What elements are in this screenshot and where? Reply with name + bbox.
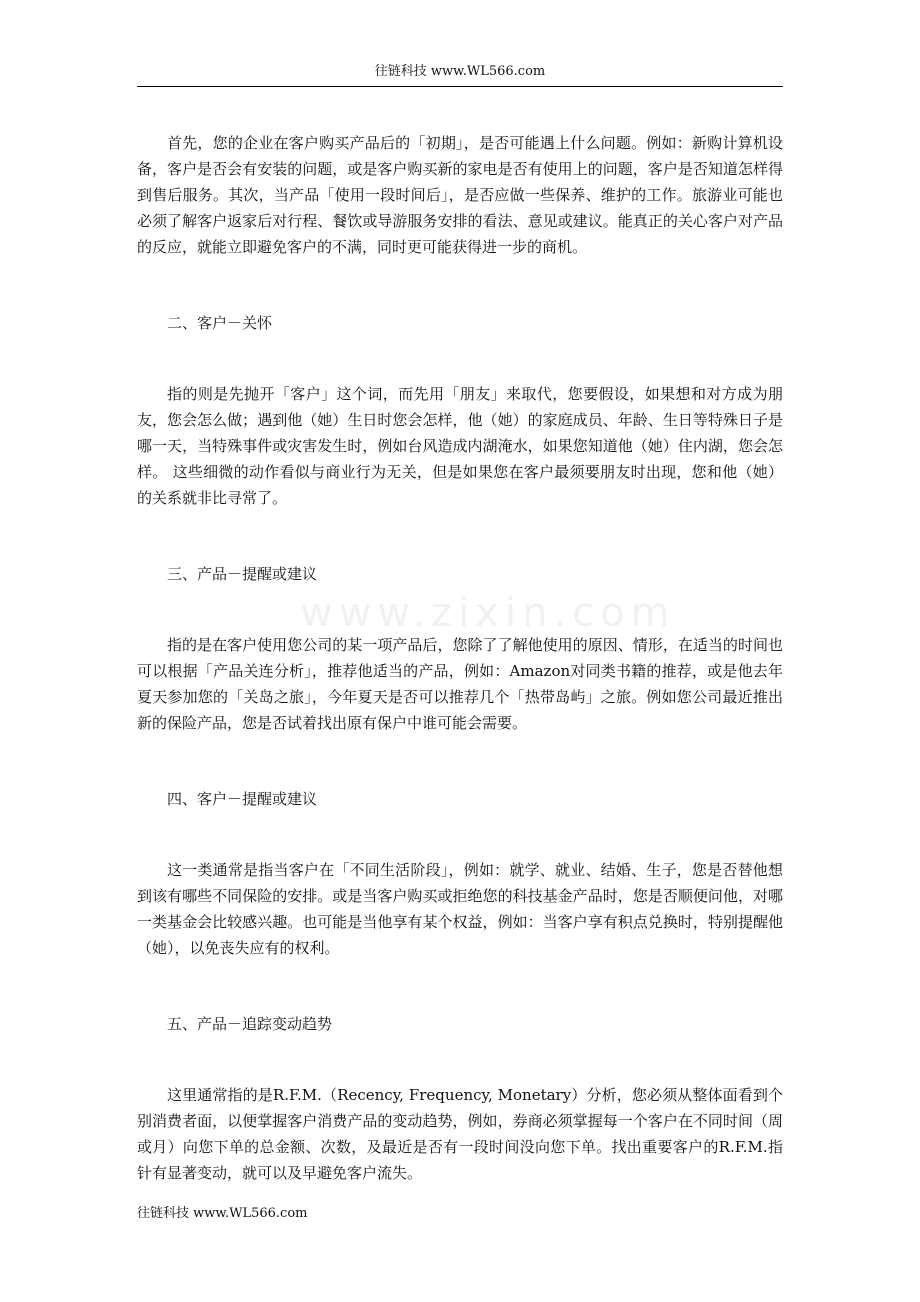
section-heading-2: 二、客户－关怀 [167, 314, 273, 332]
header-text: 往链科技 www.WL566.com [374, 64, 546, 79]
document-body [137, 130, 783, 1186]
footer-text: 往链科技 www.WL566.com [137, 1206, 308, 1221]
section-heading-3: 三、产品－提醒或建议 [167, 565, 318, 583]
section-paragraph-2: 指的则是先抛开「客户」这个词，而先用「朋友」来取代，您要假设，如果想和对方成为朋友，您会怎么做；遇到他（她）生日时您会怎样，他（她）的家庭成员、年龄、生日等特殊日子是哪一天，当特殊事件或灾害发生时，例如台风造成内湖淹水，如果您知道他（她）住内湖，您会怎样。 这些细微的动作看似与商业行为无关，但是如果您在客户最须要朋友时出现，您和他（她）的关系就非比寻常了。 [137, 385, 783, 507]
section-heading-4: 四、客户－提醒或建议 [167, 790, 318, 808]
watermark: www.zixin.com [300, 590, 676, 636]
page-footer [137, 1206, 307, 1222]
section-paragraph-4: 这一类通常是指当客户在「不同生活阶段」，例如：就学、就业、结婚、生子，您是否替他想到该有哪些不同保险的安排。或是当客户购买或拒绝您的科技基金产品时，您是否顺便问他，对哪一类基金会比较感兴趣。也可能是当他享有某个权益，例如：当客户享有积点兑换时，特别提醒他（她），以免丧失应有的权利。 [137, 861, 783, 957]
intro-paragraph: 首先，您的企业在客户购买产品后的「初期」，是否可能遇上什么问题。例如：新购计算机设备，客户是否会有安装的问题，或是客户购买新的家电是否有使用上的问题，客户是否知道怎样得到售后服务。其次，当产品「使用一段时间后」，是否应做一些保养、维护的工作。旅游业可能也必须了解客户返家后对行程、餐饮或导游服务安排的看法、意见或建议。能真正的关心客户对产品的反应，就能立即避免客户的不满，同时更可能获得进一步的商机。 [137, 134, 783, 256]
page-header [137, 64, 783, 87]
section-paragraph-5: 这里通常指的是R.F.M.（Recency, Frequency, Monetary）分析，您必须从整体面看到个别消费者面，以便掌握客户消费产品的变动趋势，例如，券商必须掌握每一个客户在不同时间（周或月）向您下单的总金额、次数，及最近是否有一段时间没向您下单。找出重要客户的R.F.M.指针有显著变动，就可以及早避免客户流失。 [137, 1086, 783, 1182]
section-paragraph-3: 指的是在客户使用您公司的某一项产品后，您除了了解他使用的原因、情形，在适当的时间也可以根据「产品关连分析」，推荐他适当的产品，例如：Amazon对同类书籍的推荐，或是他去年夏天参加您的「关岛之旅」，今年夏天是否可以推荐几个「热带岛屿」之旅。例如您公司最近推出新的保险产品，您是否试着找出原有保户中谁可能会需要。 [137, 636, 783, 732]
section-heading-5: 五、产品－追踪变动趋势 [167, 1015, 333, 1033]
